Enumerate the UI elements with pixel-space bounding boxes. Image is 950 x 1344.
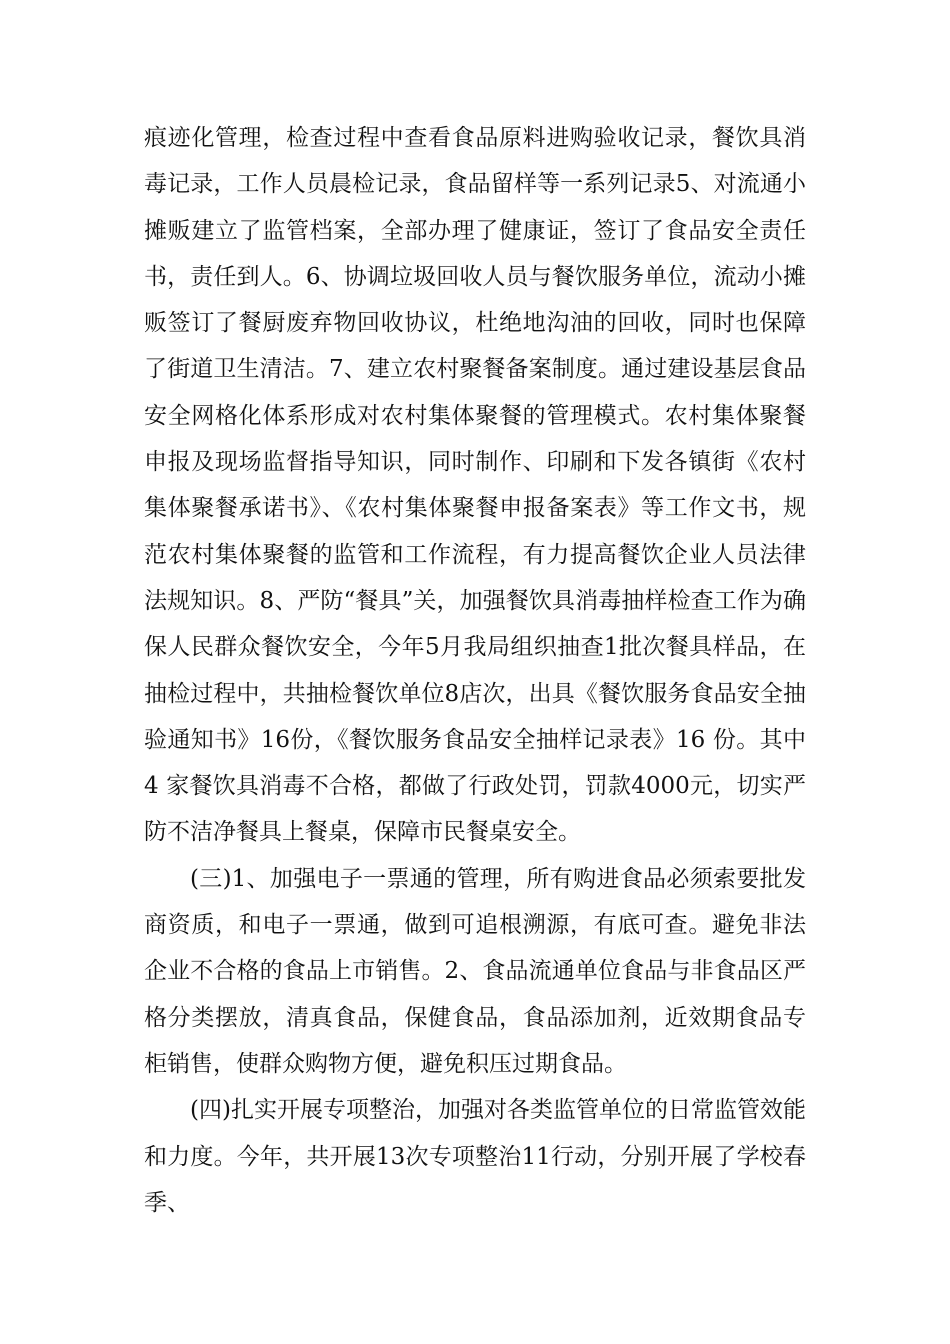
paragraph-3: (四)扎实开展专项整治，加强对各类监管单位的日常监管效能和力度。今年，共开展13次专项整治11行动，分别开展了学校春季、 — [144, 1097, 806, 1216]
document-body — [144, 115, 806, 1226]
paragraph-2: (三)1、加强电子一票通的管理，所有购进食品必须索要批发商资质，和电子一票通，做到可追根溯源，有底可查。避免非法企业不合格的食品上市销售。2、食品流通单位食品与非食品区严格分类摆放，清真食品，保健食品，食品添加剂，近效期食品专柜销售，使群众购物方便，避免积压过期食品。 — [144, 865, 806, 1077]
paragraph-1: 痕迹化管理，检查过程中查看食品原料进购验收记录，餐饮具消毒记录，工作人员晨检记录，食品留样等一系列记录5、对流通小摊贩建立了监管档案，全部办理了健康证，签订了食品安全责任书，责任到人。6、协调垃圾回收人员与餐饮服务单位，流动小摊贩签订了餐厨废弃物回收协议，杜绝地沟油的回收，同时也保障了街道卫生清洁。7、建立农村聚餐备案制度。通过建设基层食品安全网格化体系形成对农村集体聚餐的管理模式。农村集体聚餐申报及现场监督指导知识，同时制作、印刷和下发各镇街《农村集体聚餐承诺书》、《农村集体聚餐申报备案表》等工作文书，规范农村集体聚餐的监管和工作流程，有力提高餐饮企业人员法律法规知识。8、严防“餐具”关，加强餐饮具消毒抽样检查工作为确保人民群众餐饮安全，今年5月我局组织抽查1批次餐具样品，在抽检过程中，共抽检餐饮单位8店次，出具《餐饮服务食品安全抽验通知书》16份，《餐饮服务食品安全抽样记录表》16 份。其中 4 家餐饮具消毒不合格，都做了行政处罚，罚款4000元，切实严防不洁净餐具上餐桌，保障市民餐桌安全。 — [144, 125, 806, 846]
